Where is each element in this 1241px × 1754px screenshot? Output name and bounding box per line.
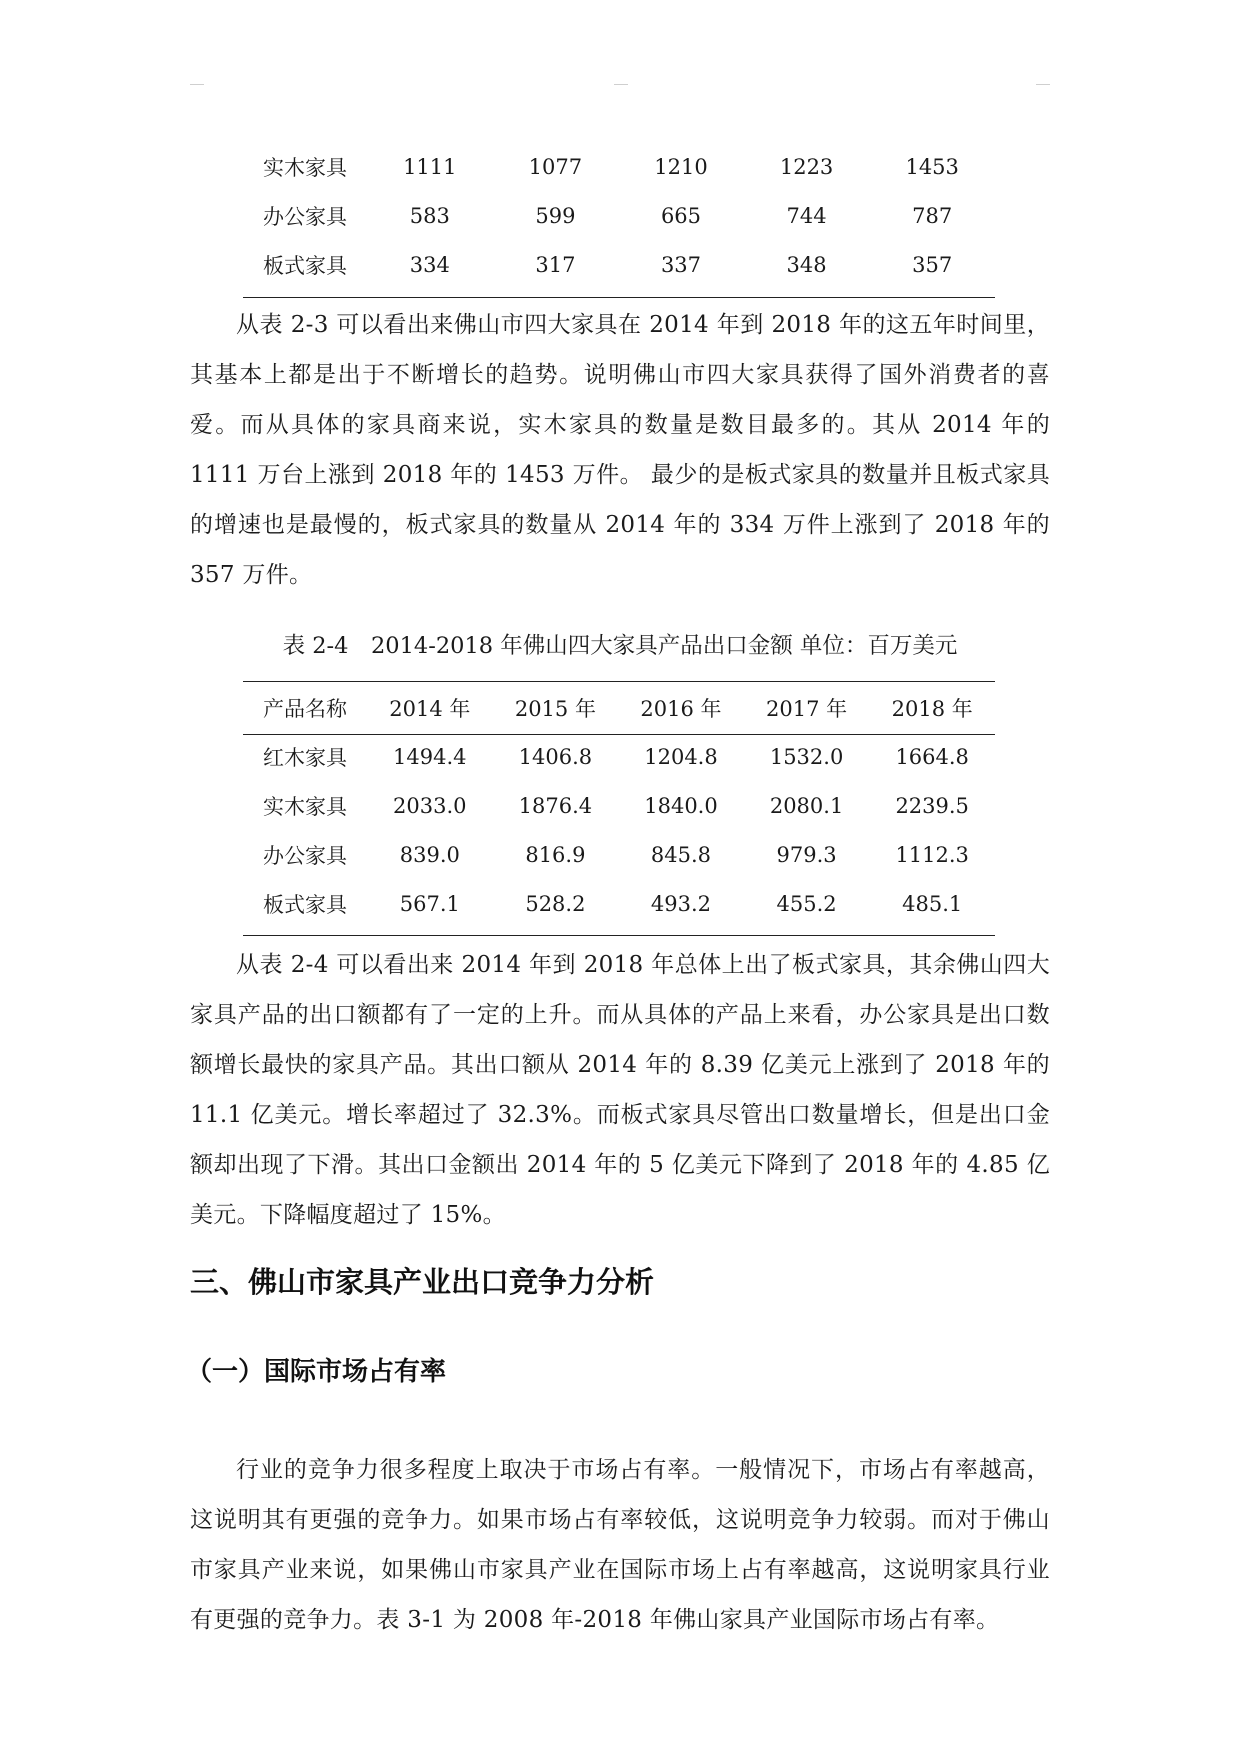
table-cell: 1204.8 <box>644 744 718 769</box>
table-cell: 599 <box>535 203 576 228</box>
table-row <box>243 732 995 781</box>
table-cell: 357 <box>912 252 953 277</box>
table-cell: 583 <box>409 203 450 228</box>
table-cell: 528.2 <box>525 891 586 916</box>
table-cell: 337 <box>660 252 702 277</box>
row-label: 办公家具 <box>263 204 347 229</box>
table-row <box>243 830 995 879</box>
table-row <box>243 879 995 928</box>
row-label: 实木家具 <box>263 794 347 819</box>
row-label: 办公家具 <box>263 843 347 868</box>
paragraph-table-2-3-analysis: 从表 2-3 可以看出来佛山市四大家具在 2014 年到 2018 年的这五年时间里，其基本上都是出于不断增长的趋势。说明佛山市四大家具获得了国外消费者的喜爱。而从具体的家具商来说，实木家具的数量是数目最多的。其从 2014 年的 1111 万台上涨到 2018 年的 1453 万件。 最少的是板式家具的数量并且板式家具的增速也是最慢的，板式家具的数量从 2014 年的 334 万件上涨到了 2018 年的 357 万件。 <box>190 312 1050 588</box>
table-cell: 744 <box>786 203 827 228</box>
table-2-4-export-value <box>243 683 995 928</box>
paragraph-market-share: 行业的竞争力很多程度上取决于市场占有率。一般情况下，市场占有率越高，这说明其有更强的竞争力。如果市场占有率较低，这说明竞争力较弱。而对于佛山市家具产业来说，如果佛山市家具产业在国际市场上占有率越高，这说明家具行业有更强的竞争力。表 3-1 为 2008 年-2018 年佛山家具产业国际市场占有率。 <box>190 1457 1050 1633</box>
table-cell: 317 <box>535 252 576 277</box>
row-label: 板式家具 <box>263 892 347 917</box>
table-row <box>243 781 995 830</box>
table-cell: 665 <box>660 203 702 228</box>
table-cell: 1876.4 <box>518 793 593 818</box>
table-cell: 485.1 <box>902 891 963 916</box>
table-cell: 1210 <box>654 154 708 179</box>
table-cell: 2033.0 <box>393 793 467 818</box>
table-cell: 567.1 <box>399 891 460 916</box>
table-header-rule <box>243 734 995 735</box>
table-cell: 348 <box>786 252 827 277</box>
table-cell: 1453 <box>905 154 959 179</box>
subsection-heading: （一）国际市场占有率 <box>186 1357 447 1387</box>
table-bottom-rule <box>243 935 995 936</box>
page-header-marks <box>0 84 1241 86</box>
row-label: 板式家具 <box>263 253 347 278</box>
table-row <box>243 240 995 289</box>
table-cell: 1494.4 <box>393 744 467 769</box>
table-caption: 表 2-4 2014-2018 年佛山四大家具产品出口金额 单位：百万美元 <box>282 633 958 659</box>
table-cell: 2239.5 <box>895 793 969 818</box>
column-header: 2017 年 <box>766 696 848 721</box>
table-top-rule <box>243 681 995 682</box>
table-cell: 455.2 <box>776 891 837 916</box>
table-bottom-rule <box>243 297 995 298</box>
row-label: 红木家具 <box>263 745 347 770</box>
table-cell: 1111 <box>403 154 457 179</box>
table-header-row <box>243 683 995 732</box>
paragraph-table-2-4-analysis: 从表 2-4 可以看出来 2014 年到 2018 年总体上出了板式家具，其余佛山四大家具产品的出口额都有了一定的上升。而从具体的产品上来看，办公家具是出口数额增长最快的家具产品。其出口额从 2014 年的 8.39 亿美元上涨到了 2018 年的 11.1 亿美元。增长率超过了 32.3%。而板式家具尽管出口数量增长，但是出口金额却出现了下滑。其出口金额出 2014 年的 5 亿美元下降到了 2018 年的 4.85 亿美元。下降幅度超过了 15%。 <box>190 952 1050 1228</box>
column-header: 2018 年 <box>891 696 973 721</box>
column-header: 产品名称 <box>263 696 347 721</box>
table-cell: 1077 <box>528 154 583 179</box>
header-mark-left <box>190 84 204 85</box>
table-cell: 493.2 <box>650 891 712 916</box>
table-cell: 1532.0 <box>769 744 844 769</box>
table-cell: 2080.1 <box>769 793 844 818</box>
table-cell: 1664.8 <box>895 744 969 769</box>
table-cell: 839.0 <box>399 842 460 867</box>
column-header: 2016 年 <box>640 696 722 721</box>
table-row <box>243 142 995 191</box>
table-cell: 334 <box>409 252 450 277</box>
table-cell: 979.3 <box>776 842 837 867</box>
table-cell: 1223 <box>779 154 834 179</box>
table-cell: 1840.0 <box>644 793 718 818</box>
table-row <box>243 191 995 240</box>
table-2-3-continued <box>243 142 995 289</box>
table-cell: 1406.8 <box>518 744 593 769</box>
section-heading: 三、佛山市家具产业出口竞争力分析 <box>190 1265 655 1299</box>
table-cell: 1112.3 <box>895 842 969 867</box>
table-cell: 845.8 <box>650 842 712 867</box>
column-header: 2015 年 <box>514 696 596 721</box>
header-mark-center <box>614 84 628 85</box>
row-label: 实木家具 <box>263 155 347 180</box>
table-cell: 787 <box>912 203 953 228</box>
column-header: 2014 年 <box>389 696 471 721</box>
table-cell: 816.9 <box>525 842 586 867</box>
header-mark-right <box>1036 84 1050 85</box>
